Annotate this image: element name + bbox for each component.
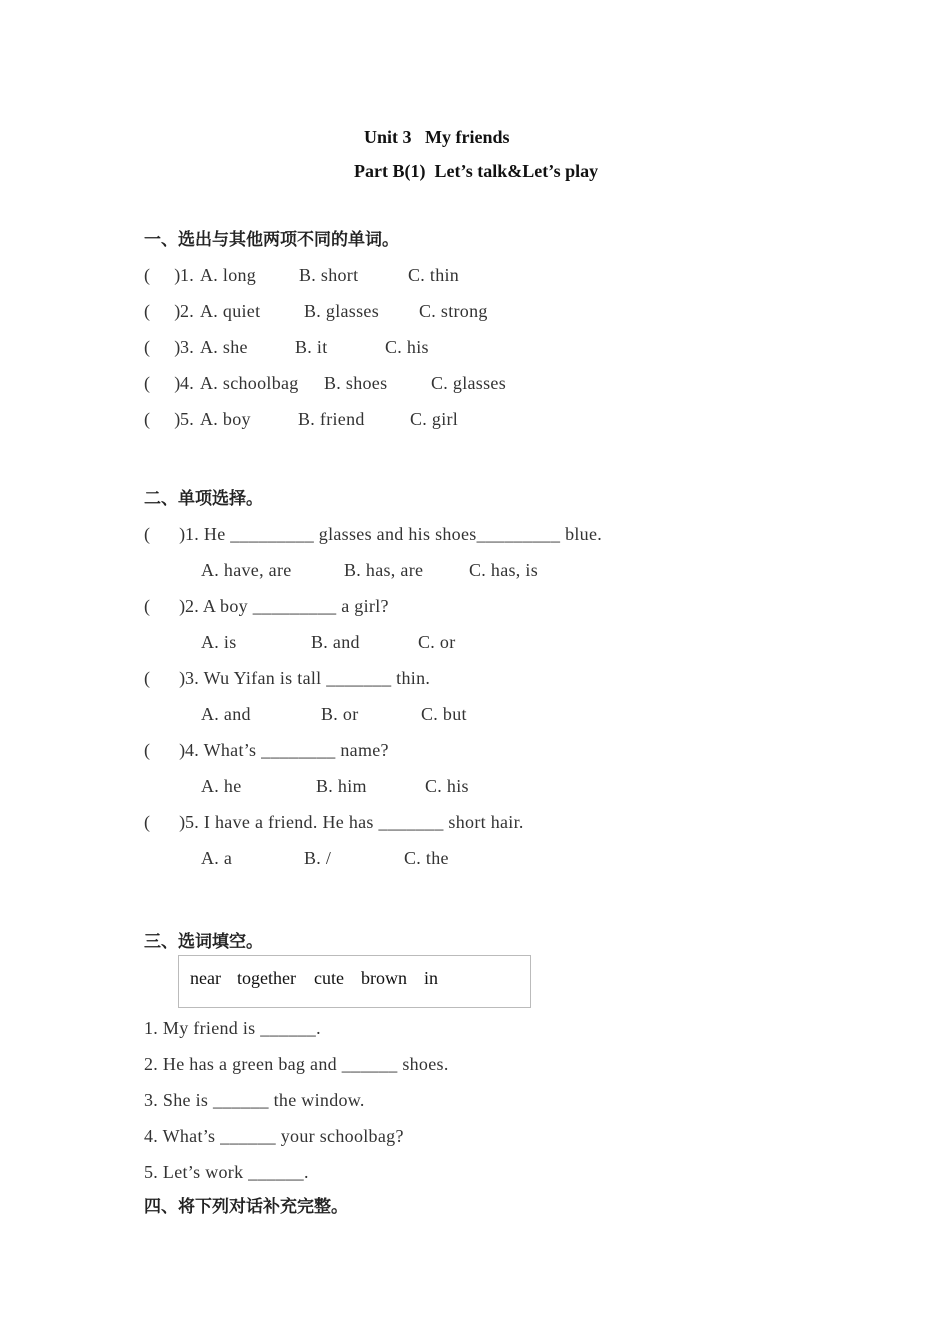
option-c: C. has, is (469, 560, 539, 580)
option-c: C. strong (419, 301, 488, 321)
unit-title: Unit 3 My friends (364, 127, 510, 147)
option-a: A. he (201, 776, 242, 796)
answer-bracket[interactable]: ( ) (144, 409, 181, 429)
option-a: A. long (200, 265, 257, 285)
question-text: 3. Wu Yifan is tall _______ thin. (185, 668, 431, 688)
question-text: 5. I have a friend. He has _______ short hair. (185, 812, 524, 832)
option-a: A. she (200, 337, 248, 357)
option-c: C. the (404, 848, 449, 868)
answer-bracket[interactable]: ( ) (144, 337, 181, 357)
fill-sentence-3: 3. She is ______ the window. (144, 1090, 365, 1110)
word-bank-item: together (237, 968, 296, 988)
option-c: C. glasses (431, 373, 506, 393)
option-c: C. thin (408, 265, 460, 285)
fill-sentence-2: 2. He has a green bag and ______ shoes. (144, 1054, 449, 1074)
word-bank-item: cute (314, 968, 344, 988)
question-text: 2. A boy _________ a girl? (185, 596, 389, 616)
fill-sentence-4: 4. What’s ______ your schoolbag? (144, 1126, 404, 1146)
question-number: 2. (180, 301, 195, 321)
option-b: B. shoes (324, 373, 388, 393)
option-a: A. boy (200, 409, 251, 429)
option-b: B. friend (298, 409, 365, 429)
option-b: B. glasses (304, 301, 379, 321)
option-a: A. quiet (200, 301, 261, 321)
part-title: Part B(1) Let’s talk&Let’s play (354, 161, 599, 181)
option-b: B. short (299, 265, 359, 285)
question-number: 1. (180, 265, 195, 285)
word-bank-item: near (190, 968, 221, 988)
fill-sentence-5: 5. Let’s work ______. (144, 1162, 309, 1182)
answer-bracket[interactable]: ( ) (144, 668, 186, 688)
answer-bracket[interactable]: ( ) (144, 596, 186, 616)
fill-sentence-1: 1. My friend is ______. (144, 1018, 321, 1038)
answer-bracket[interactable]: ( ) (144, 524, 186, 544)
word-bank-item: brown (361, 968, 407, 988)
option-c: C. his (425, 776, 469, 796)
question-text: 4. What’s ________ name? (185, 740, 389, 760)
option-c: C. but (421, 704, 467, 724)
answer-bracket[interactable]: ( ) (144, 740, 186, 760)
word-bank-item: in (424, 968, 439, 988)
question-text: 1. He _________ glasses and his shoes_________ blue. (185, 524, 603, 544)
option-a: A. is (201, 632, 237, 652)
answer-bracket[interactable]: ( ) (144, 265, 181, 285)
option-b: B. or (321, 704, 359, 724)
section4-title: 四、将下列对话补充完整。 (144, 1197, 348, 1217)
section3-title: 三、选词填空。 (144, 932, 263, 952)
answer-bracket[interactable]: ( ) (144, 373, 181, 393)
section2-title: 二、单项选择。 (144, 489, 263, 509)
option-a: A. schoolbag (200, 373, 299, 393)
answer-bracket[interactable]: ( ) (144, 301, 181, 321)
question-number: 4. (180, 373, 195, 393)
question-number: 3. (180, 337, 195, 357)
option-b: B. and (311, 632, 360, 652)
option-b: B. him (316, 776, 367, 796)
section1-title: 一、选出与其他两项不同的单词。 (144, 230, 399, 250)
option-a: A. a (201, 848, 233, 868)
answer-bracket[interactable]: ( ) (144, 812, 186, 832)
question-number: 5. (180, 409, 195, 429)
option-a: A. and (201, 704, 251, 724)
option-c: C. or (418, 632, 456, 652)
option-b: B. has, are (344, 560, 424, 580)
option-a: A. have, are (201, 560, 292, 580)
option-b: B. it (295, 337, 328, 357)
option-b: B. / (304, 848, 332, 868)
option-c: C. girl (410, 409, 459, 429)
word-bank-box (178, 955, 531, 1008)
option-c: C. his (385, 337, 429, 357)
